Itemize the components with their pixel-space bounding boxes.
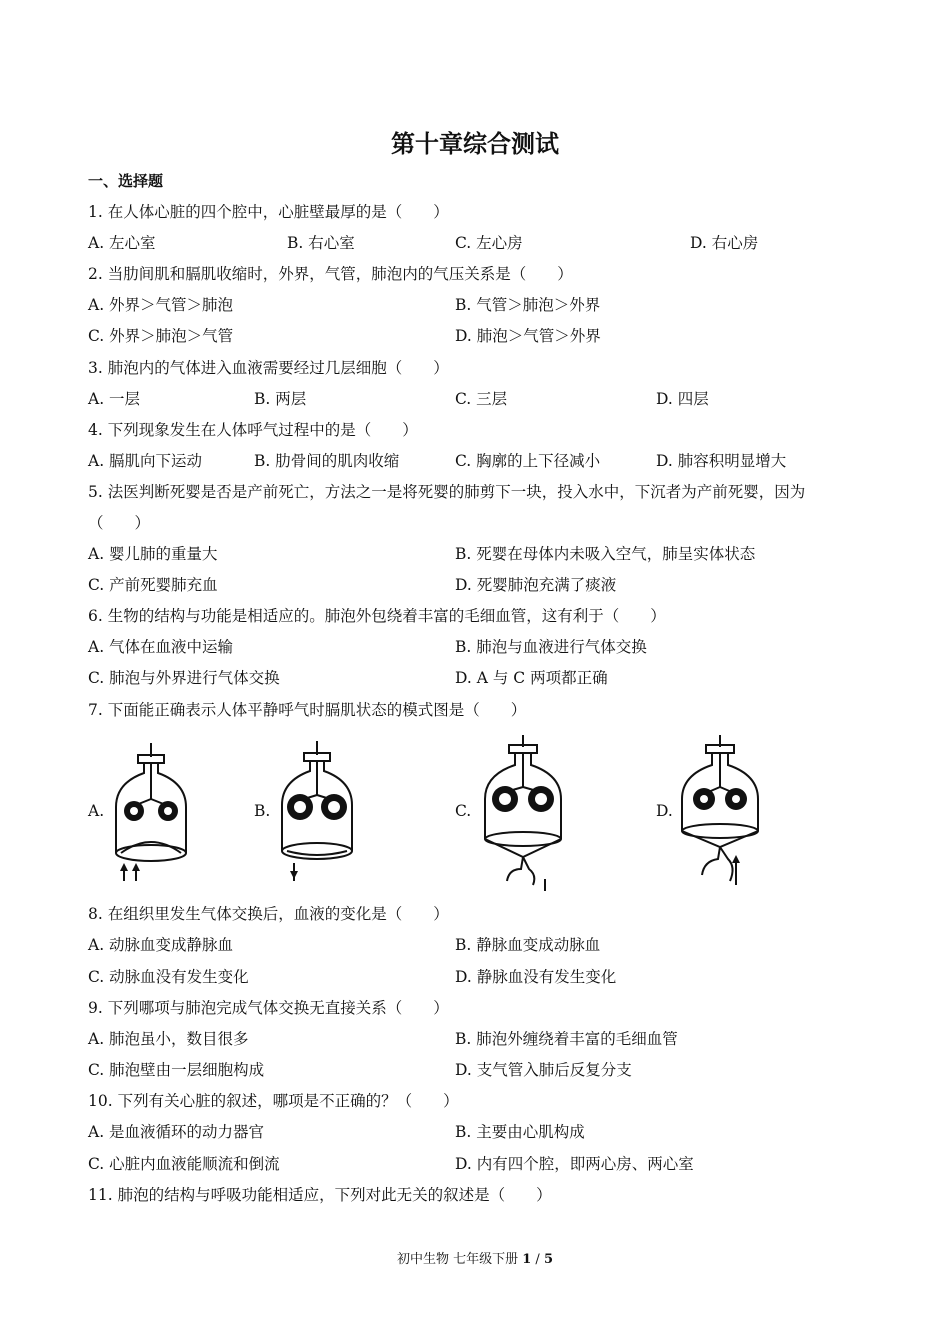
question-stem: 8. 在组织里发生气体交换后，血液的变化是（ ） bbox=[88, 905, 449, 923]
option-d: D. 内有四个腔，即两心房、两心室 bbox=[455, 1155, 694, 1173]
option-a: A. 肺泡虽小，数目很多 bbox=[88, 1030, 249, 1048]
option-a: A. 外界＞气管＞肺泡 bbox=[88, 296, 234, 314]
option-a: A. 动脉血变成静脉血 bbox=[88, 936, 234, 954]
option-d: D. 死婴肺泡充满了痰液 bbox=[455, 576, 617, 594]
bell-jar-diagram-c bbox=[473, 735, 573, 895]
question-stem-continued: （ ） bbox=[88, 514, 151, 532]
option-b: B. 主要由心肌构成 bbox=[455, 1123, 585, 1141]
option-b: B. 静脉血变成动脉血 bbox=[455, 936, 601, 954]
question-stem: 6. 生物的结构与功能是相适应的。肺泡外包绕着丰富的毛细血管，这有利于（ ） bbox=[88, 607, 666, 625]
figure-label-c: C. bbox=[455, 802, 472, 820]
option-d: D. 支气管入肺后反复分支 bbox=[455, 1061, 632, 1079]
page-total: 5 bbox=[543, 1252, 553, 1267]
page-separator: / bbox=[531, 1252, 544, 1267]
bell-jar-diagram-d bbox=[674, 735, 774, 895]
option-a: A. 是血液循环的动力器官 bbox=[88, 1123, 265, 1141]
option-c: C. 动脉血没有发生变化 bbox=[88, 968, 249, 986]
question-stem: 1. 在人体心脏的四个腔中，心脏壁最厚的是（ ） bbox=[88, 203, 449, 221]
option-b: B. 右心室 bbox=[287, 234, 355, 252]
figure-label-b: B. bbox=[254, 802, 271, 820]
option-c: C. 左心房 bbox=[455, 234, 523, 252]
question-stem: 4. 下列现象发生在人体呼气过程中的是（ ） bbox=[88, 421, 418, 439]
option-c: C. 肺泡与外界进行气体交换 bbox=[88, 669, 280, 687]
question-stem: 3. 肺泡内的气体进入血液需要经过几层细胞（ ） bbox=[88, 359, 449, 377]
option-d: D. 肺容积明显增大 bbox=[656, 452, 787, 470]
page-footer bbox=[0, 1248, 950, 1267]
option-d: D. 静脉血没有发生变化 bbox=[455, 968, 617, 986]
option-b: B. 气管＞肺泡＞外界 bbox=[455, 296, 601, 314]
option-a: A. 一层 bbox=[88, 390, 141, 408]
option-c: C. 三层 bbox=[455, 390, 508, 408]
question-stem: 2. 当肋间肌和膈肌收缩时，外界，气管，肺泡内的气压关系是（ ） bbox=[88, 265, 573, 283]
option-c: C. 外界＞肺泡＞气管 bbox=[88, 327, 234, 345]
figure-label-d: D. bbox=[656, 802, 673, 820]
option-a: A. 气体在血液中运输 bbox=[88, 638, 234, 656]
option-d: D. A 与 C 两项都正确 bbox=[455, 669, 608, 687]
bell-jar-figures bbox=[88, 735, 808, 895]
page-number: 1 bbox=[522, 1252, 532, 1267]
option-d: D. 肺泡＞气管＞外界 bbox=[455, 327, 601, 345]
option-d: D. 右心房 bbox=[690, 234, 759, 252]
option-a: A. 膈肌向下运动 bbox=[88, 452, 203, 470]
option-d: D. 四层 bbox=[656, 390, 709, 408]
option-b: B. 肺泡外缠绕着丰富的毛细血管 bbox=[455, 1030, 678, 1048]
page-title: 第十章综合测试 bbox=[391, 129, 559, 158]
question-stem: 5. 法医判断死婴是否是产前死亡，方法之一是将死婴的肺剪下一块，投入水中，下沉者为产前死婴，因为 bbox=[88, 483, 806, 501]
question-stem: 7. 下面能正确表示人体平静呼气时膈肌状态的模式图是（ ） bbox=[88, 701, 527, 719]
option-c: C. 胸廓的上下径减小 bbox=[455, 452, 601, 470]
question-stem: 10. 下列有关心脏的叙述，哪项是不正确的？（ ） bbox=[88, 1092, 459, 1110]
option-c: C. 肺泡壁由一层细胞构成 bbox=[88, 1061, 265, 1079]
option-b: B. 死婴在母体内未吸入空气，肺呈实体状态 bbox=[455, 545, 756, 563]
question-stem: 11. 肺泡的结构与呼吸功能相适应，下列对此无关的叙述是（ ） bbox=[88, 1186, 552, 1204]
option-b: B. 肋骨间的肌肉收缩 bbox=[254, 452, 400, 470]
bell-jar-diagram-a bbox=[106, 735, 196, 885]
option-c: C. 心脏内血液能顺流和倒流 bbox=[88, 1155, 280, 1173]
bell-jar-diagram-b bbox=[272, 735, 362, 885]
option-a: A. 婴儿肺的重量大 bbox=[88, 545, 218, 563]
question-stem: 9. 下列哪项与肺泡完成气体交换无直接关系（ ） bbox=[88, 999, 449, 1017]
option-c: C. 产前死婴肺充血 bbox=[88, 576, 218, 594]
section-heading: 一、选择题 bbox=[88, 172, 164, 190]
option-b: B. 两层 bbox=[254, 390, 307, 408]
figure-label-a: A. bbox=[88, 802, 105, 820]
option-b: B. 肺泡与血液进行气体交换 bbox=[455, 638, 647, 656]
footer-subject: 初中生物 七年级下册 bbox=[396, 1252, 523, 1267]
option-a: A. 左心室 bbox=[88, 234, 156, 252]
